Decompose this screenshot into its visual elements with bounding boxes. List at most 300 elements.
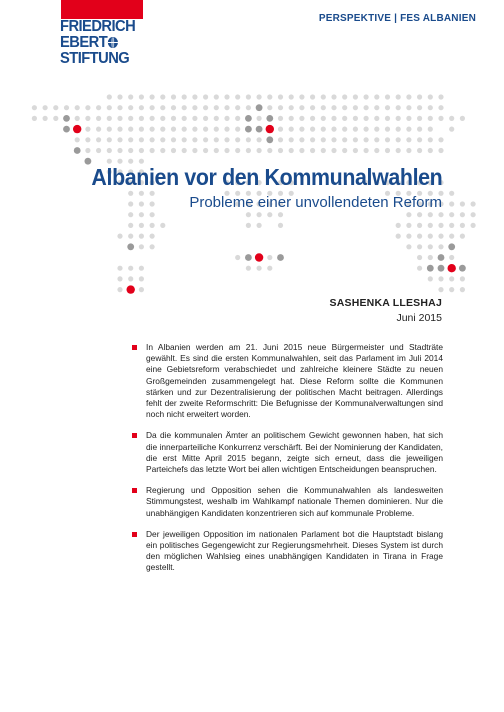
- map-dot: [139, 266, 144, 271]
- map-dot: [235, 148, 240, 153]
- author-name: SASHENKA LLESHAJ: [329, 297, 442, 309]
- map-dot: [449, 201, 454, 206]
- map-dot: [150, 212, 155, 217]
- map-dot: [428, 127, 433, 132]
- map-dot: [267, 148, 272, 153]
- map-dot: [117, 137, 122, 142]
- bullet-square-icon: [132, 532, 137, 537]
- map-dot: [428, 244, 433, 249]
- map-dot: [331, 148, 336, 153]
- map-dot: [417, 223, 422, 228]
- map-dot: [278, 137, 283, 142]
- map-dot: [214, 116, 219, 121]
- map-dot: [139, 137, 144, 142]
- map-dot: [224, 148, 229, 153]
- map-dot: [246, 212, 251, 217]
- map-dot: [449, 223, 454, 228]
- map-dot: [128, 201, 133, 206]
- map-dot: [374, 127, 379, 132]
- map-dot: [385, 105, 390, 110]
- map-dot: [417, 94, 422, 99]
- map-dot: [171, 127, 176, 132]
- map-dot: [160, 94, 165, 99]
- map-dot: [460, 223, 465, 228]
- map-dot: [278, 148, 283, 153]
- map-dot: [289, 94, 294, 99]
- map-dot: [321, 116, 326, 121]
- map-dot: [257, 266, 262, 271]
- map-dot: [171, 105, 176, 110]
- map-dot: [32, 116, 37, 121]
- map-dot: [150, 244, 155, 249]
- map-dot: [160, 105, 165, 110]
- map-dot: [139, 201, 144, 206]
- map-dot: [128, 148, 133, 153]
- map-dot: [438, 148, 443, 153]
- map-dot: [192, 105, 197, 110]
- map-dot: [128, 212, 133, 217]
- map-dot: [32, 105, 37, 110]
- map-dot: [385, 94, 390, 99]
- map-dot: [203, 94, 208, 99]
- map-dot: [171, 137, 176, 142]
- map-dot: [203, 116, 208, 121]
- map-dot: [224, 127, 229, 132]
- map-dot: [321, 105, 326, 110]
- map-dot: [299, 127, 304, 132]
- map-dot: [203, 148, 208, 153]
- map-dot: [214, 137, 219, 142]
- map-dot: [342, 94, 347, 99]
- map-dot: [471, 201, 476, 206]
- map-dot: [96, 105, 101, 110]
- map-dot: [331, 116, 336, 121]
- map-dot: [139, 94, 144, 99]
- map-dot: [150, 191, 155, 196]
- map-dot: [107, 94, 112, 99]
- map-dot: [438, 116, 443, 121]
- map-dot: [449, 191, 454, 196]
- map-dot: [235, 105, 240, 110]
- map-dot: [406, 148, 411, 153]
- bullet-square-icon: [132, 433, 137, 438]
- map-dot-highlight: [127, 285, 135, 293]
- map-dot: [257, 148, 262, 153]
- map-dot: [224, 137, 229, 142]
- map-dot: [224, 105, 229, 110]
- map-dot: [150, 201, 155, 206]
- map-dot: [192, 94, 197, 99]
- summary-bullet-4: [132, 529, 443, 574]
- map-dot: [342, 148, 347, 153]
- map-dot: [214, 148, 219, 153]
- map-dot-dark: [256, 126, 263, 133]
- map-dot: [160, 116, 165, 121]
- map-dot: [160, 223, 165, 228]
- map-dot: [406, 94, 411, 99]
- map-dot-highlight: [255, 253, 263, 261]
- publication-date: Juni 2015: [396, 312, 442, 324]
- map-dot: [192, 127, 197, 132]
- map-dot: [353, 148, 358, 153]
- map-dot: [438, 223, 443, 228]
- map-dot: [321, 94, 326, 99]
- map-dot: [331, 137, 336, 142]
- map-dot: [278, 116, 283, 121]
- map-dot: [139, 127, 144, 132]
- map-dot: [53, 116, 58, 121]
- map-dot: [406, 127, 411, 132]
- map-dot: [128, 266, 133, 271]
- map-dot: [299, 94, 304, 99]
- bullet-square-icon: [132, 345, 137, 350]
- map-dot: [310, 148, 315, 153]
- map-dot: [117, 94, 122, 99]
- map-dot: [374, 105, 379, 110]
- summary-bullet-2: [132, 430, 443, 475]
- map-dot: [214, 94, 219, 99]
- map-dot: [150, 223, 155, 228]
- map-dot-dark: [63, 126, 70, 133]
- map-dot: [85, 148, 90, 153]
- map-dot: [85, 137, 90, 142]
- map-dot: [406, 105, 411, 110]
- map-dot: [235, 116, 240, 121]
- map-dot: [128, 137, 133, 142]
- map-dot: [257, 137, 262, 142]
- series-label: PERSPEKTIVE | FES ALBANIEN: [318, 13, 476, 24]
- map-dot: [449, 212, 454, 217]
- map-dot: [128, 234, 133, 239]
- map-dot: [428, 137, 433, 142]
- map-dot-highlight: [73, 125, 81, 133]
- map-dot: [406, 137, 411, 142]
- summary-bullets: [132, 342, 443, 584]
- map-dot: [128, 127, 133, 132]
- map-dot: [299, 148, 304, 153]
- map-dot: [417, 212, 422, 217]
- map-dot: [289, 127, 294, 132]
- map-dot: [267, 105, 272, 110]
- map-dot-dark: [438, 265, 445, 272]
- map-dot: [150, 116, 155, 121]
- map-dot: [139, 148, 144, 153]
- map-dot: [406, 244, 411, 249]
- map-dot: [310, 116, 315, 121]
- map-dot: [117, 287, 122, 292]
- map-dot: [278, 223, 283, 228]
- map-dot: [96, 148, 101, 153]
- map-dot: [160, 148, 165, 153]
- map-dot: [396, 116, 401, 121]
- map-dot: [182, 94, 187, 99]
- map-dot: [417, 116, 422, 121]
- map-dot-dark: [427, 265, 434, 272]
- map-dot: [342, 137, 347, 142]
- map-dot-dark: [63, 115, 70, 122]
- map-dot: [117, 127, 122, 132]
- map-dot: [75, 137, 80, 142]
- map-dot: [150, 137, 155, 142]
- bullet-square-icon: [132, 488, 137, 493]
- map-dot: [353, 127, 358, 132]
- bullet-text: Da die kommunalen Ämter an politischem Gewicht gewonnen haben, hat sich die innerparteiliche Konkurrenz verschärft. Bei der Nominierung der Kandidaten, die erst Mitte April 2015 begann, zeigte sich erneut, dass die jeweiligen Parteichefs das letzte Wort bei allen wichtigen Entscheidungen beanspruchen.: [146, 430, 444, 475]
- map-dot: [257, 212, 262, 217]
- map-dot: [150, 105, 155, 110]
- map-dot: [438, 276, 443, 281]
- map-dot: [460, 276, 465, 281]
- map-dot: [139, 244, 144, 249]
- map-dot: [396, 94, 401, 99]
- map-dot: [117, 105, 122, 110]
- map-dot: [235, 137, 240, 142]
- map-dot: [310, 105, 315, 110]
- logo-line-1: FRIEDRICH: [60, 18, 136, 35]
- map-dot: [353, 137, 358, 142]
- map-dot: [267, 212, 272, 217]
- map-dot: [214, 105, 219, 110]
- map-dot: [171, 148, 176, 153]
- map-dot: [289, 105, 294, 110]
- map-dot: [374, 148, 379, 153]
- map-dot: [150, 148, 155, 153]
- map-dot: [471, 223, 476, 228]
- bullet-text: In Albanien werden am 21. Juni 2015 neue Bürgermeister und Stadträte gewählt. Es sind die ersten Kommunalwahlen, seit das Parlament im Juli 2014 eine Gebietsreform verabschiedet und zahlreiche kleinere Städte zu neuen Großgemeinden zusammengelegt hat. Diese Reform sollte die Kommunen stärken und zur Dezentralisierung der politischen Macht beitragen. Allerdings fehlt der zweite Reformschritt: Die Befugnisse der Kommunalverwaltungen sind noch nicht erweitert worden.: [146, 342, 443, 420]
- map-dot: [364, 137, 369, 142]
- map-dot-dark: [266, 115, 273, 122]
- map-dot: [278, 105, 283, 110]
- map-dot: [107, 137, 112, 142]
- map-dot: [128, 191, 133, 196]
- map-dot: [257, 116, 262, 121]
- map-dot: [85, 116, 90, 121]
- map-dot: [385, 127, 390, 132]
- bullet-text: Regierung und Opposition sehen die Kommunalwahlen als landesweiten Stimmungstest, weshalb im Wahlkampf nationale Themen dominieren. Nur die unabhängigen Kandidaten konzentrieren sich auf kommunale Probleme.: [146, 485, 443, 518]
- map-dot: [428, 148, 433, 153]
- map-dot: [267, 255, 272, 260]
- map-dot: [299, 137, 304, 142]
- map-dot-dark: [448, 243, 455, 250]
- map-dot: [396, 223, 401, 228]
- map-dot: [438, 94, 443, 99]
- map-dot: [406, 116, 411, 121]
- map-dot: [139, 234, 144, 239]
- map-dot: [192, 137, 197, 142]
- map-dot: [353, 94, 358, 99]
- map-dot: [203, 127, 208, 132]
- map-dot: [417, 244, 422, 249]
- map-dot: [321, 127, 326, 132]
- map-dot: [364, 105, 369, 110]
- map-dot: [460, 201, 465, 206]
- map-dot: [246, 137, 251, 142]
- map-dot: [396, 148, 401, 153]
- map-dot: [192, 148, 197, 153]
- map-dot: [364, 116, 369, 121]
- map-dot: [246, 148, 251, 153]
- map-dot: [267, 94, 272, 99]
- map-dot: [64, 105, 69, 110]
- map-dot: [428, 255, 433, 260]
- map-dot: [396, 105, 401, 110]
- map-dot: [342, 116, 347, 121]
- map-dot: [139, 223, 144, 228]
- map-dot: [438, 105, 443, 110]
- map-dot: [460, 212, 465, 217]
- map-dot: [428, 116, 433, 121]
- map-dot: [449, 127, 454, 132]
- map-dot: [139, 116, 144, 121]
- map-dot: [449, 116, 454, 121]
- map-dot: [449, 287, 454, 292]
- map-dot: [353, 116, 358, 121]
- map-dot: [374, 94, 379, 99]
- map-dot: [235, 127, 240, 132]
- map-dot: [107, 105, 112, 110]
- map-dot-dark: [459, 265, 466, 272]
- map-dot: [449, 276, 454, 281]
- map-dot: [171, 116, 176, 121]
- map-dot: [182, 137, 187, 142]
- map-dot: [160, 137, 165, 142]
- map-dot: [449, 255, 454, 260]
- map-dot: [417, 137, 422, 142]
- map-dot: [406, 212, 411, 217]
- map-dot-highlight: [266, 125, 274, 133]
- map-dot: [214, 127, 219, 132]
- map-dot: [96, 127, 101, 132]
- map-dot: [374, 116, 379, 121]
- map-dot-highlight: [448, 264, 456, 272]
- map-dot: [342, 127, 347, 132]
- logo-line-2-text: EBERT: [60, 34, 108, 51]
- summary-bullet-3: [132, 485, 443, 519]
- map-dot: [385, 116, 390, 121]
- map-dot-dark: [245, 126, 252, 133]
- map-dot: [471, 212, 476, 217]
- map-dot: [267, 266, 272, 271]
- map-dot: [235, 255, 240, 260]
- map-dot: [150, 127, 155, 132]
- map-dot: [331, 127, 336, 132]
- map-dot: [428, 276, 433, 281]
- map-dot: [117, 234, 122, 239]
- map-dot: [428, 212, 433, 217]
- map-dot: [385, 148, 390, 153]
- map-dot: [289, 148, 294, 153]
- map-dot: [428, 105, 433, 110]
- map-dot: [406, 234, 411, 239]
- map-dot: [224, 94, 229, 99]
- bullet-text: Der jeweiligen Opposition im nationalen Parlament bot die Hauptstadt bislang ein politisches Gegengewicht zur Regierungsmehrheit. Dieses System ist durch den möglichen Wahlsieg eines unabhängigen Kandidaten in Tirana in Frage gestellt.: [146, 528, 443, 573]
- map-dot: [428, 94, 433, 99]
- map-dot: [139, 276, 144, 281]
- map-dot: [417, 127, 422, 132]
- map-dot: [96, 116, 101, 121]
- map-dot-dark: [266, 136, 273, 143]
- map-dot: [321, 148, 326, 153]
- map-dot-dark: [74, 147, 81, 154]
- map-dot: [438, 234, 443, 239]
- map-dot: [278, 94, 283, 99]
- map-dot: [128, 105, 133, 110]
- map-dot: [128, 276, 133, 281]
- map-dot: [246, 105, 251, 110]
- map-dot: [385, 137, 390, 142]
- map-dot: [310, 94, 315, 99]
- map-dot: [289, 116, 294, 121]
- map-dot: [417, 234, 422, 239]
- map-dot: [235, 94, 240, 99]
- map-dot: [417, 105, 422, 110]
- map-dot: [353, 105, 358, 110]
- map-dot: [139, 191, 144, 196]
- map-dot-dark: [438, 254, 445, 261]
- map-dot: [117, 116, 122, 121]
- map-dot: [396, 234, 401, 239]
- map-dot: [192, 116, 197, 121]
- map-dot: [342, 105, 347, 110]
- map-dot: [460, 116, 465, 121]
- map-dot: [171, 94, 176, 99]
- map-dot: [331, 105, 336, 110]
- map-dot-dark: [245, 254, 252, 261]
- map-dot: [246, 266, 251, 271]
- map-dot-dark: [277, 254, 284, 261]
- map-dot: [460, 287, 465, 292]
- map-dot: [182, 105, 187, 110]
- map-dot: [428, 234, 433, 239]
- map-dot: [150, 234, 155, 239]
- map-dot: [374, 137, 379, 142]
- map-dot: [278, 127, 283, 132]
- map-dot: [321, 137, 326, 142]
- map-dot: [139, 287, 144, 292]
- map-dot: [107, 116, 112, 121]
- map-dot: [150, 94, 155, 99]
- map-dot: [182, 148, 187, 153]
- map-dot: [438, 212, 443, 217]
- map-dot: [43, 105, 48, 110]
- map-dot-dark: [256, 104, 263, 111]
- map-dot: [107, 148, 112, 153]
- map-dot: [417, 148, 422, 153]
- map-dot: [139, 105, 144, 110]
- map-dot: [289, 137, 294, 142]
- map-dot: [449, 234, 454, 239]
- map-dot: [257, 223, 262, 228]
- map-dot: [417, 266, 422, 271]
- map-dot: [139, 212, 144, 217]
- map-dot: [117, 148, 122, 153]
- map-dot: [117, 266, 122, 271]
- dot-world-map: [0, 0, 504, 320]
- map-dot: [43, 116, 48, 121]
- map-dot: [128, 116, 133, 121]
- map-dot: [428, 223, 433, 228]
- map-dot: [364, 127, 369, 132]
- map-dot: [438, 137, 443, 142]
- map-dot: [364, 148, 369, 153]
- map-dot: [396, 137, 401, 142]
- map-dot: [438, 287, 443, 292]
- page-title: Albanien vor den Kommunalwahlen: [91, 164, 442, 190]
- map-dot: [310, 137, 315, 142]
- page-subtitle: Probleme einer unvollendeten Reform: [189, 194, 442, 211]
- map-dot: [310, 127, 315, 132]
- map-dot: [460, 234, 465, 239]
- map-dot-dark: [127, 243, 134, 250]
